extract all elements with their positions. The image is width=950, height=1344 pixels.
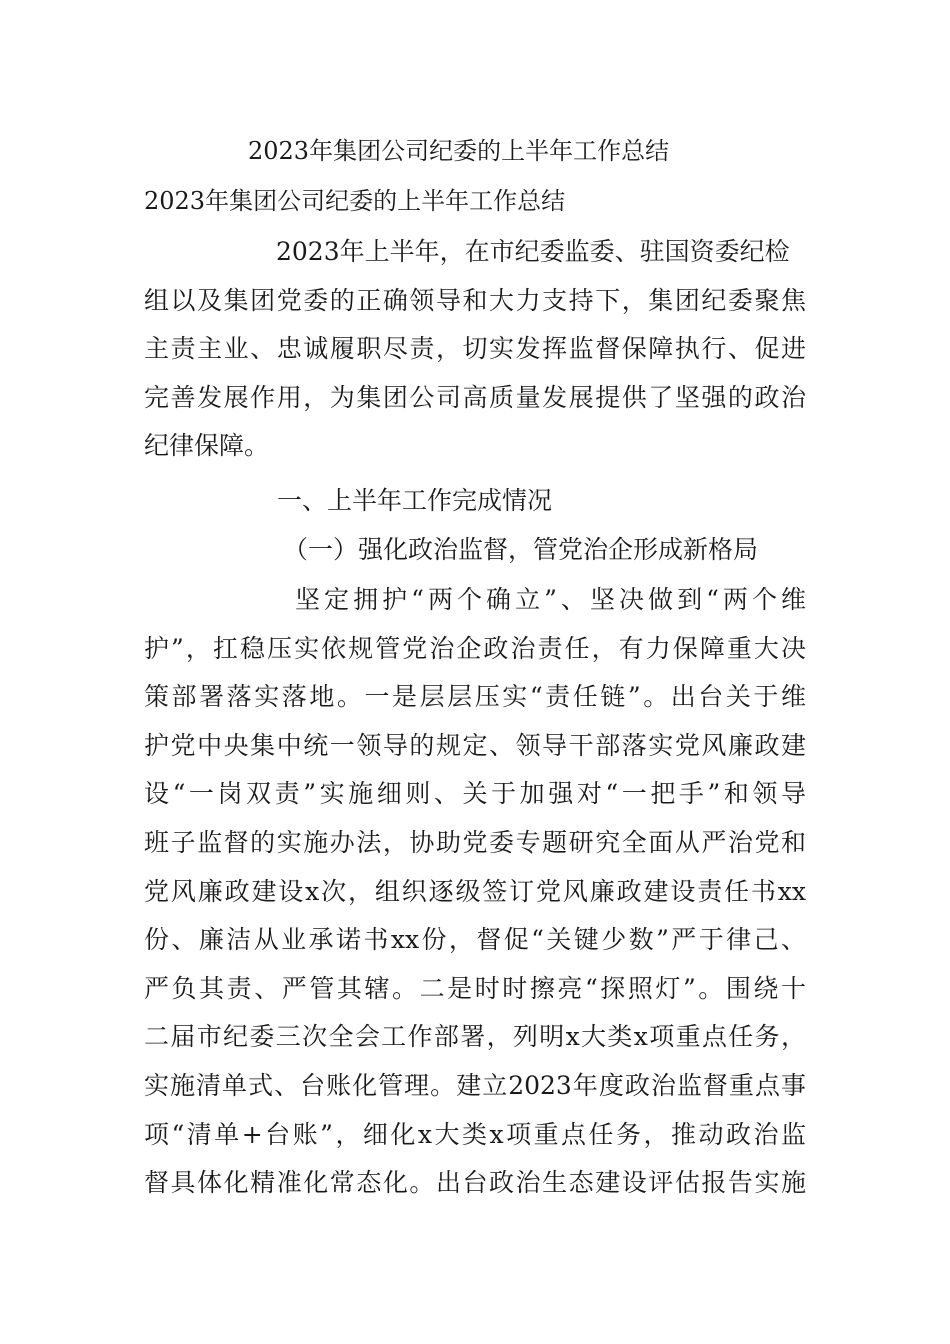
body-line: 项“清单+台账”，细化x大类x项重点任务，推动政治监 xyxy=(144,1119,806,1149)
document-subtitle: 2023年集团公司纪委的上半年工作总结 xyxy=(144,187,566,215)
intro-line: 完善发展作用，为集团公司高质量发展提供了坚强的政治 xyxy=(144,382,806,412)
body-line: 严负其责、严管其辖。二是时时擦亮“探照灯”。围绕十 xyxy=(144,973,806,1003)
document-title: 2023年集团公司纪委的上半年工作总结 xyxy=(248,137,670,165)
body-line: 二届市纪委三次全会工作部署，列明x大类x项重点任务， xyxy=(144,1022,806,1052)
intro-line: 主责主业、忠诚履职尽责，切实发挥监督保障执行、促进 xyxy=(144,334,806,364)
intro-line: 纪律保障。 xyxy=(144,431,270,461)
subsection-heading: （一）强化政治监督，管党治企形成新格局 xyxy=(283,535,759,564)
body-line: 设“一岗双责”实施细则、关于加强对“一把手”和领导 xyxy=(144,779,806,809)
body-line: 策部署落实落地。一是层层压实“责任链”。出台关于维 xyxy=(144,682,806,712)
intro-line: 组以及集团党委的正确领导和大力支持下，集团纪委聚焦 xyxy=(144,285,806,315)
body-line: 份、廉洁从业承诺书xx份，督促“关键少数”严于律己、 xyxy=(144,925,806,955)
intro-line: 2023年上半年，在市纪委监委、驻国资委纪检 xyxy=(276,237,790,266)
body-line: 护”，扛稳压实依规管党治企政治责任，有力保障重大决 xyxy=(144,633,806,663)
body-line: 督具体化精准化常态化。出台政治生态建设评估报告实施 xyxy=(144,1168,806,1198)
body-paragraph xyxy=(144,585,806,1217)
body-line: 班子监督的实施办法，协助党委专题研究全面从严治党和 xyxy=(144,827,806,857)
intro-paragraph xyxy=(144,237,806,480)
section-heading: 一、上半年工作完成情况 xyxy=(277,486,553,515)
body-line: 护党中央集中统一领导的规定、领导干部落实党风廉政建 xyxy=(144,730,806,760)
body-line: 实施清单式、台账化管理。建立2023年度政治监督重点事 xyxy=(144,1070,806,1100)
body-line: 坚定拥护“两个确立”、坚决做到“两个维 xyxy=(295,585,806,614)
body-line: 党风廉政建设x次，组织逐级签订党风廉政建设责任书xx xyxy=(144,876,806,906)
